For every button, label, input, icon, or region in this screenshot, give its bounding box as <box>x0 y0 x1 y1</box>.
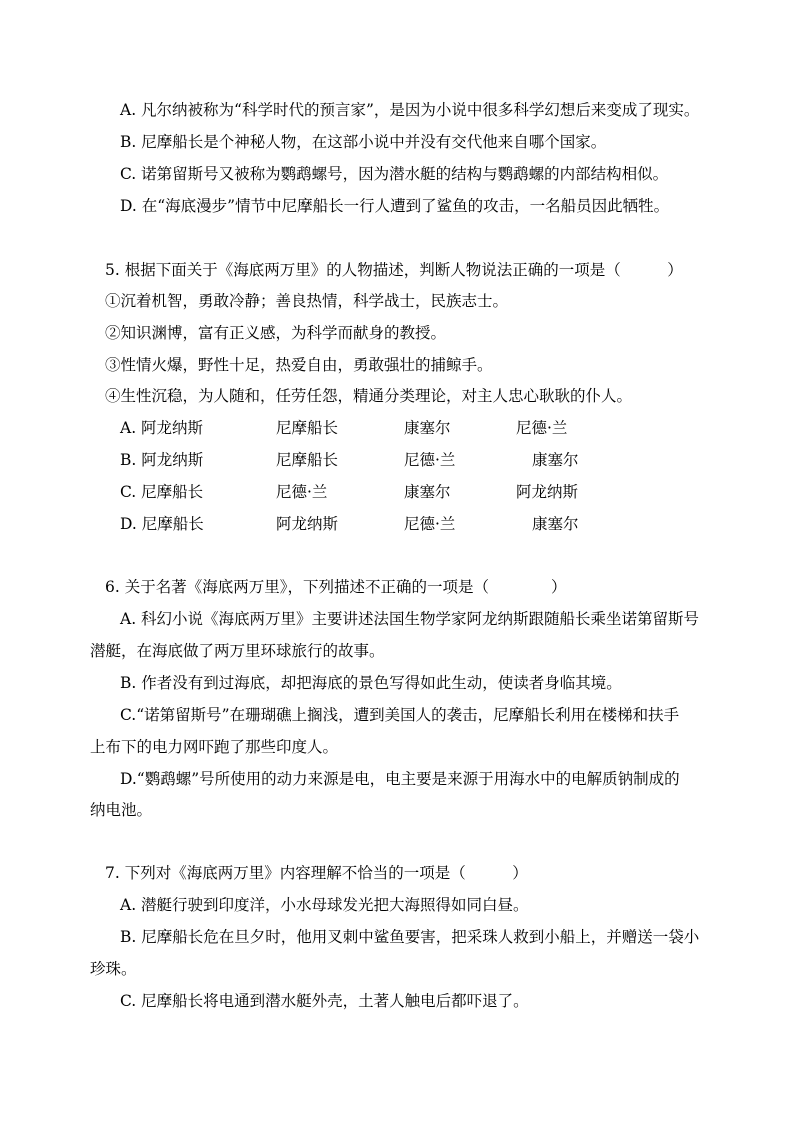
q6-option-c: C.“诺第留斯号”在珊瑚礁上搁浅，遭到美国人的袭击，尼摩船长利用在楼梯和扶手 <box>120 706 680 724</box>
q5-option-a-cell: A. 阿龙纳斯 <box>120 419 204 437</box>
q6-option-d: D.“鹦鹉螺”号所使用的动力来源是电，电主要是来源于用海水中的电解质钠制成的 <box>120 770 680 788</box>
q5-option-c-cell: 康塞尔 <box>404 483 451 501</box>
q5-option-a-cell: 康塞尔 <box>404 419 451 437</box>
q7-option-c: C. 尼摩船长将电通到潜水艇外壳，土著人触电后都吓退了。 <box>120 992 529 1010</box>
q5-description-3: ③性情火爆，野性十足，热爱自由，勇敢强壮的捕鲸手。 <box>105 356 493 374</box>
q5-option-b-cell: B. 阿龙纳斯 <box>120 451 204 469</box>
q6-option-a-continued: 潜艇，在海底做了两万里环球旅行的故事。 <box>90 642 385 660</box>
q5-option-a-cell: 尼德·兰 <box>516 419 568 437</box>
q4-option-d: D. 在“海底漫步”情节中尼摩船长一行人遭到了鲨鱼的攻击，一名船员因此牺牲。 <box>120 197 670 215</box>
q5-description-2: ②知识渊博，富有正义感，为科学而献身的教授。 <box>105 324 447 342</box>
q5-option-c-cell: 尼德·兰 <box>276 483 328 501</box>
q6-stem: 6. 关于名著《海底两万里》，下列描述不正确的一项是（ ） <box>105 578 567 596</box>
q5-option-a <box>120 418 620 438</box>
q5-option-d <box>120 514 620 534</box>
q5-option-d-cell: 尼德·兰 <box>404 515 456 533</box>
q5-option-c-cell: 阿龙纳斯 <box>516 483 579 501</box>
q5-option-b <box>120 450 620 470</box>
q5-option-c-cell: C. 尼摩船长 <box>120 483 204 501</box>
q5-stem: 5. 根据下面关于《海底两万里》的人物描述，判断人物说法正确的一项是（ ） <box>105 261 683 279</box>
q5-option-d-cell: D. 尼摩船长 <box>120 515 204 533</box>
q4-option-a: A. 凡尔纳被称为“科学时代的预言家”，是因为小说中很多科学幻想后来变成了现实。 <box>120 101 700 119</box>
q5-description-1: ①沉着机智，勇敢冷静；善良热情，科学战士，民族志士。 <box>105 292 509 310</box>
q7-stem: 7. 下列对《海底两万里》内容理解不恰当的一项是（ ） <box>105 864 528 882</box>
q5-option-b-cell: 尼德·兰 <box>404 451 456 469</box>
q4-option-c: C. 诺第留斯号又被称为鹦鹉螺号，因为潜水艇的结构与鹦鹉螺的内部结构相似。 <box>120 165 669 183</box>
q5-option-b-cell: 尼摩船长 <box>276 451 339 469</box>
q6-option-a: A. 科幻小说《海底两万里》主要讲述法国生物学家阿龙纳斯跟随船长乘坐诺第留斯号 <box>120 610 700 628</box>
q5-option-b-cell: 康塞尔 <box>532 451 579 469</box>
q5-description-4: ④生性沉稳，为人随和，任劳任怨，精通分类理论，对主人忠心耿耿的仆人。 <box>105 387 633 405</box>
q4-option-b: B. 尼摩船长是个神秘人物，在这部小说中并没有交代他来自哪个国家。 <box>120 133 607 151</box>
q5-option-d-cell: 阿龙纳斯 <box>276 515 339 533</box>
q6-option-c-continued: 上布下的电力网吓跑了那些印度人。 <box>90 738 339 756</box>
q7-option-a: A. 潜艇行驶到印度洋，小水母球发光把大海照得如同白昼。 <box>120 896 529 914</box>
q7-option-b: B. 尼摩船长危在旦夕时，他用叉刺中鲨鱼要害，把采珠人救到小船上，并赠送一袋小 <box>120 928 700 946</box>
q6-option-d-continued: 纳电池。 <box>90 801 153 819</box>
q6-option-b: B. 作者没有到过海底，却把海底的景色写得如此生动，使读者身临其境。 <box>120 674 622 692</box>
q5-option-d-cell: 康塞尔 <box>532 515 579 533</box>
q7-option-b-continued: 珍珠。 <box>90 960 137 978</box>
q5-option-a-cell: 尼摩船长 <box>276 419 339 437</box>
q5-option-c <box>120 482 620 502</box>
